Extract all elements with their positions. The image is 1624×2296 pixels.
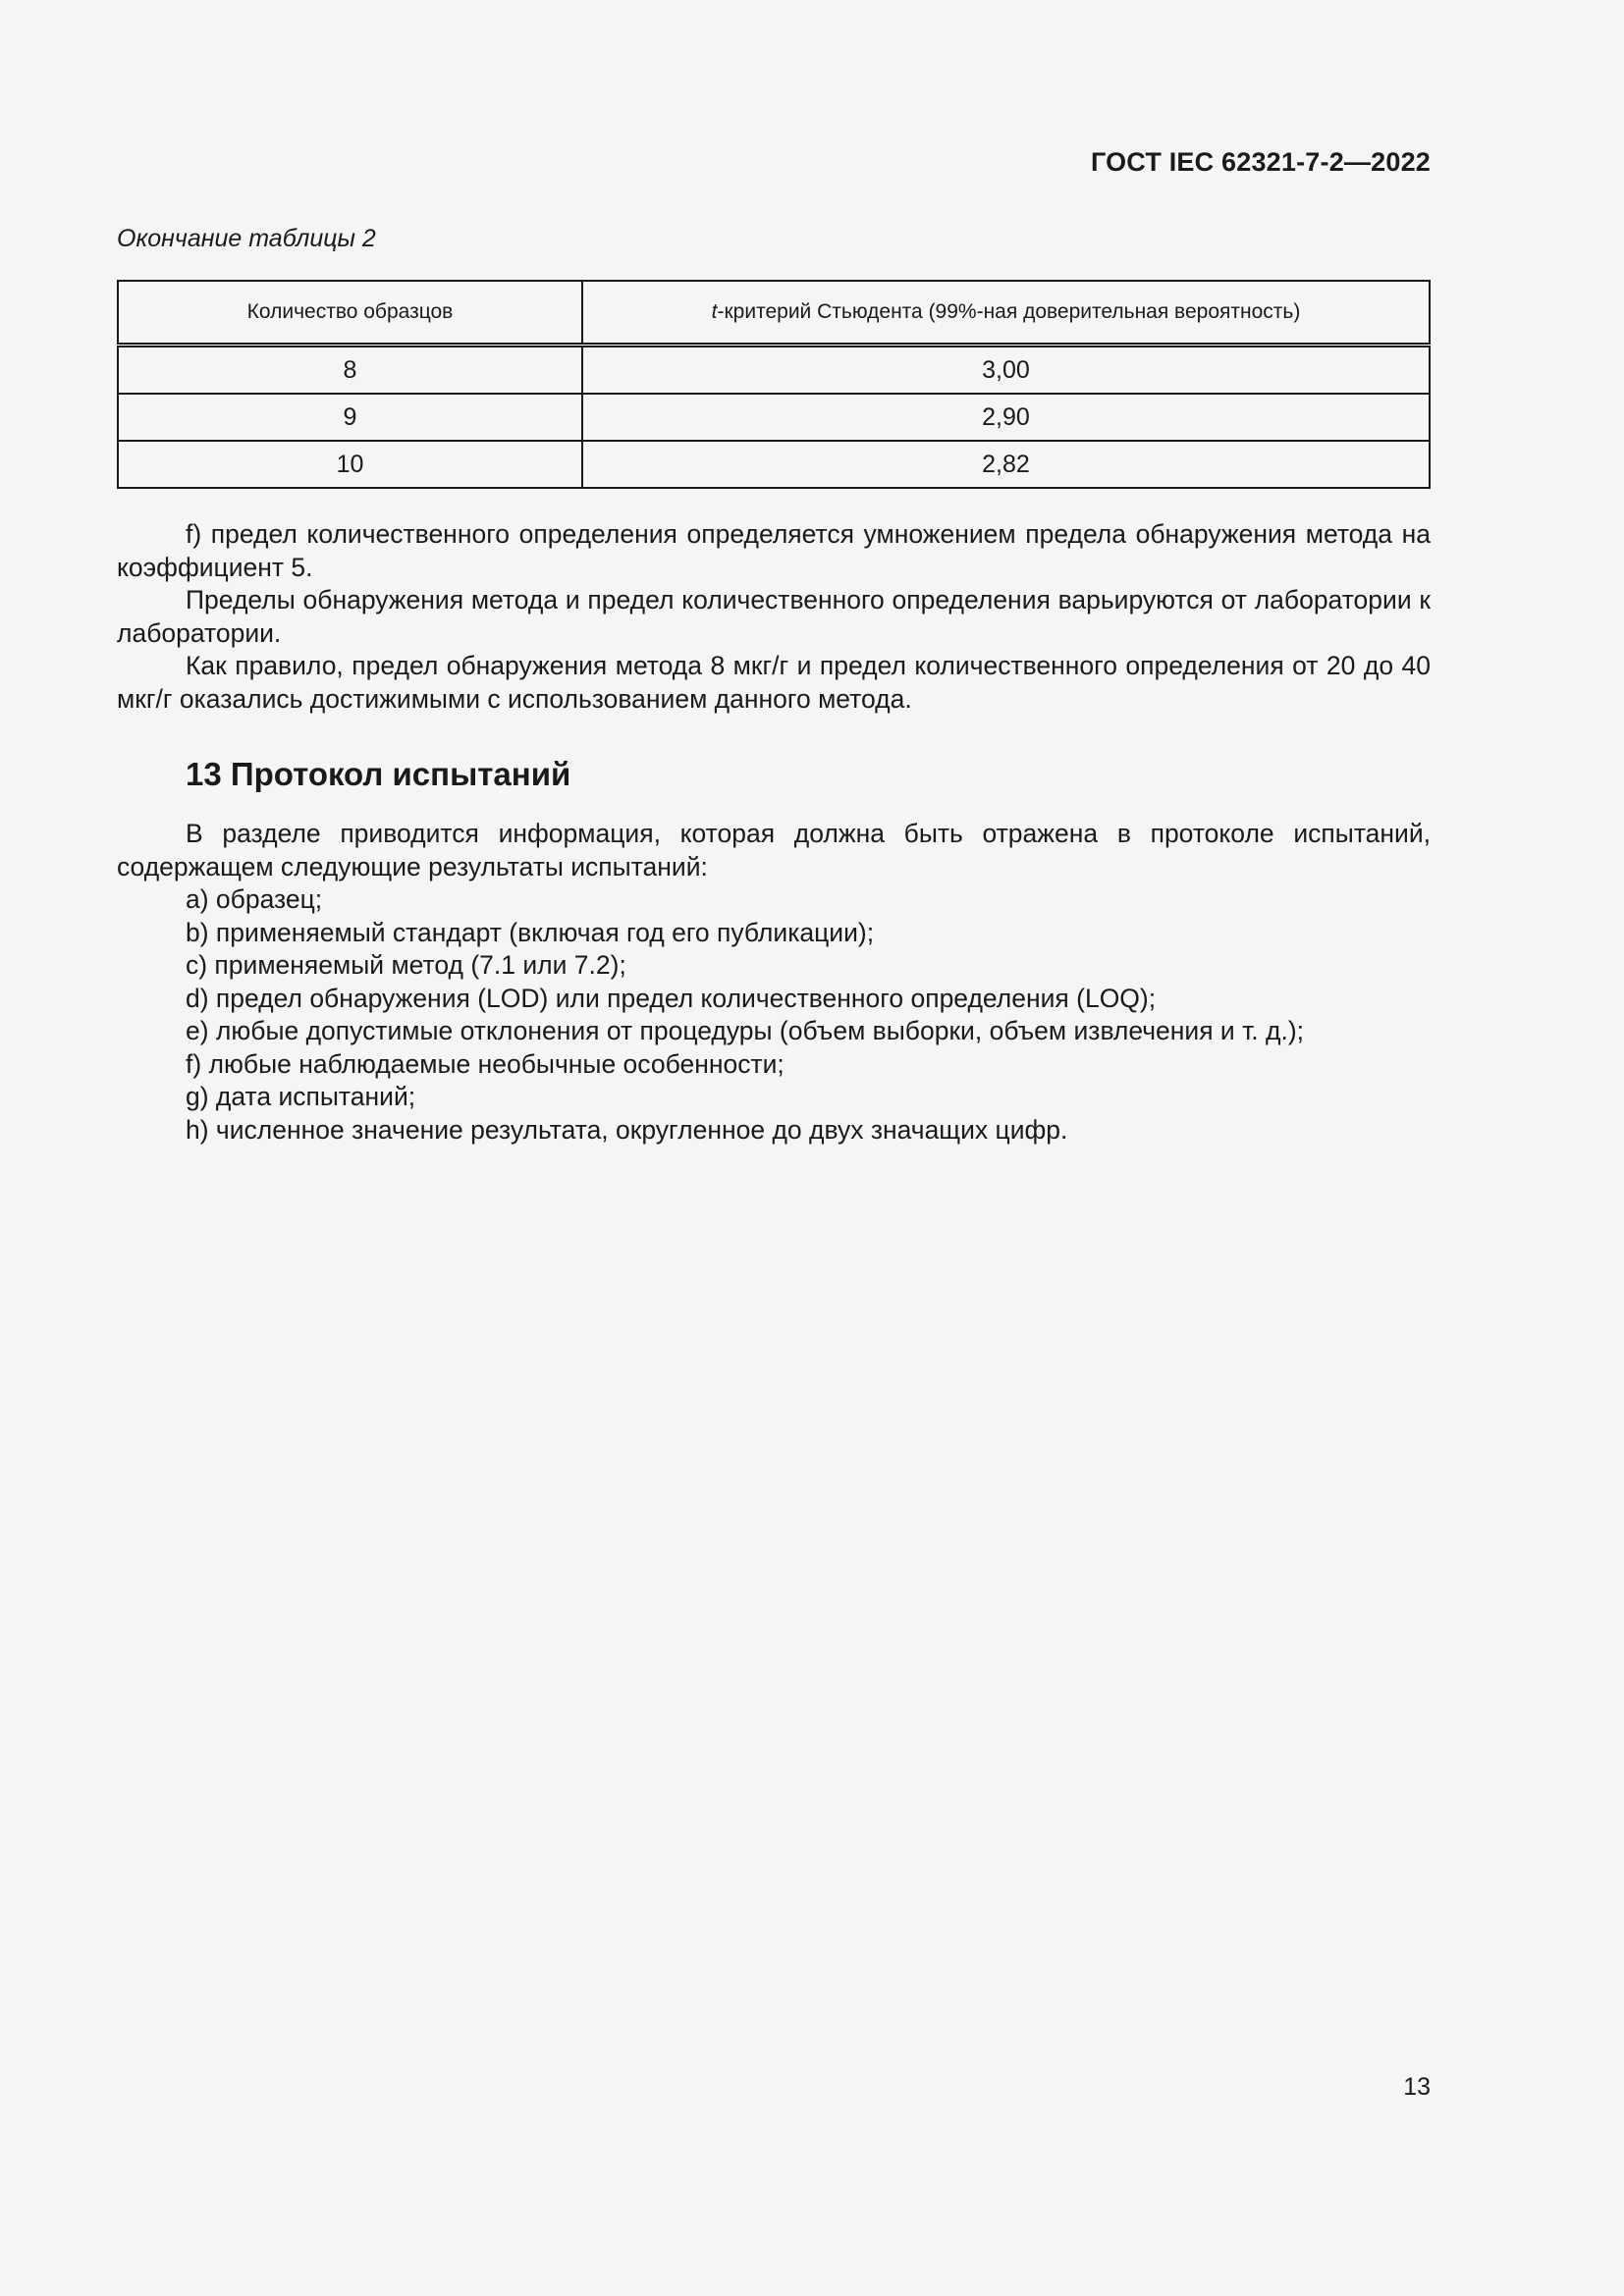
section-body bbox=[117, 818, 1431, 1147]
list-item: c) применяемый метод (7.1 или 7.2); bbox=[186, 950, 626, 980]
table-row bbox=[118, 441, 1430, 488]
table-row bbox=[118, 394, 1430, 441]
paragraphs-block bbox=[117, 518, 1431, 716]
table-row bbox=[118, 346, 1430, 395]
student-t-table bbox=[117, 280, 1431, 489]
table-caption: Окончание таблицы 2 bbox=[117, 225, 376, 252]
paragraph: Пределы обнаружения метода и предел количественного определения варьируются от лаборатории к лаборатории. bbox=[117, 585, 1431, 648]
cell-sample-count: 9 bbox=[118, 394, 582, 441]
table-header-row bbox=[118, 281, 1430, 346]
paragraph: Как правило, предел обнаружения метода 8 мкг/г и предел количественного определения от 20 до 40 мкг/г оказались достижимыми с использованием данного метода. bbox=[117, 651, 1431, 714]
cell-t-value: 2,82 bbox=[582, 441, 1430, 488]
paragraph: f) предел количественного определения определяется умножением предела обнаружения метода на коэффициент 5. bbox=[117, 519, 1431, 582]
cell-t-value: 2,90 bbox=[582, 394, 1430, 441]
list-item: f) любые наблюдаемые необычные особенности; bbox=[186, 1048, 785, 1079]
section-title: 13 Протокол испытаний bbox=[186, 756, 571, 792]
section-intro: В разделе приводится информация, которая должна быть отражена в протоколе испытаний, содержащем следующие результаты испытаний: bbox=[117, 819, 1431, 881]
list-item: g) дата испытаний; bbox=[186, 1082, 416, 1111]
list-item: b) применяемый стандарт (включая год его публикации); bbox=[186, 917, 875, 947]
cell-sample-count: 8 bbox=[118, 346, 582, 395]
document-id-header: ГОСТ IEC 62321-7-2—2022 bbox=[1090, 147, 1431, 177]
list-item: h) численное значение результата, округленное до двух значащих цифр. bbox=[186, 1114, 1068, 1145]
cell-t-value: 3,00 bbox=[582, 346, 1430, 395]
requirements-list bbox=[117, 883, 1431, 1147]
cell-sample-count: 10 bbox=[118, 441, 582, 488]
column-header-t-criterion-text: -критерий Стьюдента (99%-ная доверительная вероятность) bbox=[717, 300, 1301, 323]
page-number: 13 bbox=[1403, 2073, 1431, 2101]
t-symbol: t bbox=[711, 300, 718, 323]
list-item: a) образец; bbox=[186, 884, 323, 914]
list-item: e) любые допустимые отклонения от процедуры (объем выборки, объем извлечения и т. д.); bbox=[186, 1016, 1305, 1045]
column-header-sample-count: Количество образцов bbox=[118, 281, 582, 346]
list-item: d) предел обнаружения (LOD) или предел количественного определения (LOQ); bbox=[186, 983, 1157, 1013]
column-header-t-criterion bbox=[582, 281, 1430, 346]
document-page bbox=[117, 0, 1431, 2296]
